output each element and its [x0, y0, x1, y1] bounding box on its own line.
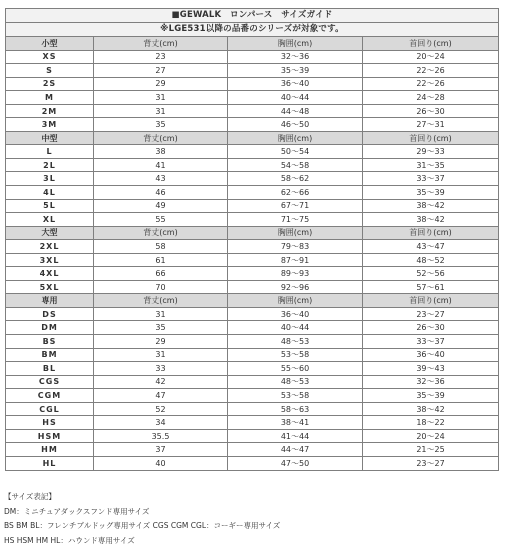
back-length-value: 33	[94, 362, 228, 376]
table-row	[6, 104, 499, 118]
table-row	[6, 240, 499, 254]
neck-value: 20～24	[363, 50, 499, 64]
table-row	[6, 267, 499, 281]
table-row	[6, 186, 499, 200]
section-header-row	[6, 131, 499, 145]
size-name: 3XL	[6, 253, 94, 267]
chest-value: 62～66	[228, 186, 363, 200]
table-subtitle-row	[6, 23, 499, 37]
back-length-value: 43	[94, 172, 228, 186]
size-name: 2S	[6, 77, 94, 91]
neck-value: 27～31	[363, 118, 499, 132]
chest-value: 32～36	[228, 50, 363, 64]
back-length-value: 40	[94, 456, 228, 470]
back-length-value: 58	[94, 240, 228, 254]
section-category: 大型	[6, 226, 94, 240]
neck-value: 20～24	[363, 429, 499, 443]
chest-value: 36～40	[228, 307, 363, 321]
neck-value: 32～36	[363, 375, 499, 389]
size-name: XL	[6, 213, 94, 227]
neck-value: 36～40	[363, 348, 499, 362]
note-line: DM：ミニチュアダックスフンド専用サイズ	[4, 506, 150, 516]
table-row	[6, 172, 499, 186]
back-length-value: 52	[94, 402, 228, 416]
note-line: BS BM BL：フレンチブルドッグ専用サイズ CGS CGM CGL：コーギー専用サイズ	[4, 521, 281, 530]
header-back-length: 背丈(cm)	[94, 226, 228, 240]
back-length-value: 41	[94, 158, 228, 172]
header-chest: 胸囲(cm)	[228, 131, 363, 145]
size-name: HM	[6, 443, 94, 457]
table-title: ■GEWALK ロンパース サイズガイド	[6, 9, 499, 23]
neck-value: 26～30	[363, 321, 499, 335]
size-name: HL	[6, 456, 94, 470]
back-length-value: 47	[94, 389, 228, 403]
neck-value: 38～42	[363, 402, 499, 416]
chest-value: 44～47	[228, 443, 363, 457]
table-row	[6, 118, 499, 132]
section-header-row	[6, 294, 499, 308]
size-name: BS	[6, 335, 94, 349]
table-row	[6, 335, 499, 349]
size-notes	[4, 490, 280, 548]
neck-value: 35～39	[363, 186, 499, 200]
size-name: DM	[6, 321, 94, 335]
size-name: L	[6, 145, 94, 159]
chest-value: 38～41	[228, 416, 363, 430]
table-row	[6, 362, 499, 376]
table-row	[6, 213, 499, 227]
size-name: CGL	[6, 402, 94, 416]
back-length-value: 55	[94, 213, 228, 227]
chest-value: 50～54	[228, 145, 363, 159]
neck-value: 35～39	[363, 389, 499, 403]
size-name: S	[6, 64, 94, 78]
chest-value: 54～58	[228, 158, 363, 172]
header-neck: 首回り(cm)	[363, 37, 499, 51]
back-length-value: 49	[94, 199, 228, 213]
chest-value: 71～75	[228, 213, 363, 227]
chest-value: 92～96	[228, 280, 363, 294]
back-length-value: 31	[94, 104, 228, 118]
note-line: HS HSM HM HL：ハウンド専用サイズ	[4, 535, 135, 545]
back-length-value: 42	[94, 375, 228, 389]
size-name: M	[6, 91, 94, 105]
size-name: BM	[6, 348, 94, 362]
back-length-value: 29	[94, 335, 228, 349]
size-guide	[5, 8, 498, 471]
back-length-value: 31	[94, 307, 228, 321]
header-back-length: 背丈(cm)	[94, 131, 228, 145]
section-header-row	[6, 226, 499, 240]
section-category: 中型	[6, 131, 94, 145]
chest-value: 44～48	[228, 104, 363, 118]
back-length-value: 46	[94, 186, 228, 200]
header-back-length: 背丈(cm)	[94, 294, 228, 308]
size-name: CGS	[6, 375, 94, 389]
size-name: 2M	[6, 104, 94, 118]
table-row	[6, 443, 499, 457]
chest-value: 58～62	[228, 172, 363, 186]
size-name: 5XL	[6, 280, 94, 294]
back-length-value: 29	[94, 77, 228, 91]
size-table	[5, 8, 499, 471]
neck-value: 21～25	[363, 443, 499, 457]
header-chest: 胸囲(cm)	[228, 294, 363, 308]
chest-value: 87～91	[228, 253, 363, 267]
back-length-value: 37	[94, 443, 228, 457]
chest-value: 79～83	[228, 240, 363, 254]
neck-value: 38～42	[363, 199, 499, 213]
table-row	[6, 321, 499, 335]
back-length-value: 35.5	[94, 429, 228, 443]
table-title-row	[6, 9, 499, 23]
neck-value: 22～26	[363, 64, 499, 78]
section-category: 小型	[6, 37, 94, 51]
chest-value: 46～50	[228, 118, 363, 132]
back-length-value: 35	[94, 118, 228, 132]
back-length-value: 66	[94, 267, 228, 281]
table-row	[6, 348, 499, 362]
back-length-value: 31	[94, 91, 228, 105]
size-name: CGM	[6, 389, 94, 403]
header-chest: 胸囲(cm)	[228, 37, 363, 51]
neck-value: 33～37	[363, 335, 499, 349]
neck-value: 26～30	[363, 104, 499, 118]
neck-value: 31～35	[363, 158, 499, 172]
neck-value: 48～52	[363, 253, 499, 267]
table-row	[6, 416, 499, 430]
table-row	[6, 145, 499, 159]
neck-value: 57～61	[363, 280, 499, 294]
back-length-value: 27	[94, 64, 228, 78]
neck-value: 39～43	[363, 362, 499, 376]
section-header-row	[6, 37, 499, 51]
neck-value: 38～42	[363, 213, 499, 227]
size-name: 2XL	[6, 240, 94, 254]
back-length-value: 61	[94, 253, 228, 267]
back-length-value: 23	[94, 50, 228, 64]
table-row	[6, 91, 499, 105]
back-length-value: 35	[94, 321, 228, 335]
chest-value: 40～44	[228, 91, 363, 105]
size-name: DS	[6, 307, 94, 321]
size-name: 4XL	[6, 267, 94, 281]
table-row	[6, 280, 499, 294]
note-heading: 【サイズ表記】	[4, 492, 56, 501]
table-row	[6, 429, 499, 443]
header-neck: 首回り(cm)	[363, 226, 499, 240]
chest-value: 48～53	[228, 335, 363, 349]
neck-value: 29～33	[363, 145, 499, 159]
back-length-value: 34	[94, 416, 228, 430]
size-name: 2L	[6, 158, 94, 172]
chest-value: 36～40	[228, 77, 363, 91]
size-name: 3M	[6, 118, 94, 132]
back-length-value: 38	[94, 145, 228, 159]
header-back-length: 背丈(cm)	[94, 37, 228, 51]
neck-value: 43～47	[363, 240, 499, 254]
neck-value: 52～56	[363, 267, 499, 281]
chest-value: 41～44	[228, 429, 363, 443]
chest-value: 55～60	[228, 362, 363, 376]
chest-value: 89～93	[228, 267, 363, 281]
table-row	[6, 307, 499, 321]
header-neck: 首回り(cm)	[363, 294, 499, 308]
neck-value: 23～27	[363, 456, 499, 470]
neck-value: 22～26	[363, 77, 499, 91]
chest-value: 53～58	[228, 348, 363, 362]
section-category: 専用	[6, 294, 94, 308]
back-length-value: 31	[94, 348, 228, 362]
size-name: BL	[6, 362, 94, 376]
table-row	[6, 253, 499, 267]
table-row	[6, 64, 499, 78]
chest-value: 58～63	[228, 402, 363, 416]
size-name: 3L	[6, 172, 94, 186]
neck-value: 24～28	[363, 91, 499, 105]
table-row	[6, 50, 499, 64]
size-name: 4L	[6, 186, 94, 200]
chest-value: 35～39	[228, 64, 363, 78]
chest-value: 53～58	[228, 389, 363, 403]
size-name: XS	[6, 50, 94, 64]
chest-value: 48～53	[228, 375, 363, 389]
table-row	[6, 402, 499, 416]
table-row	[6, 389, 499, 403]
neck-value: 18～22	[363, 416, 499, 430]
neck-value: 23～27	[363, 307, 499, 321]
chest-value: 40～44	[228, 321, 363, 335]
back-length-value: 70	[94, 280, 228, 294]
size-name: 5L	[6, 199, 94, 213]
neck-value: 33～37	[363, 172, 499, 186]
table-row	[6, 456, 499, 470]
table-row	[6, 158, 499, 172]
chest-value: 67～71	[228, 199, 363, 213]
table-row	[6, 375, 499, 389]
size-name: HSM	[6, 429, 94, 443]
table-row	[6, 199, 499, 213]
header-neck: 首回り(cm)	[363, 131, 499, 145]
header-chest: 胸囲(cm)	[228, 226, 363, 240]
table-subtitle: ※LGE531以降の品番のシリーズが対象です。	[6, 23, 499, 37]
chest-value: 47～50	[228, 456, 363, 470]
table-row	[6, 77, 499, 91]
size-name: HS	[6, 416, 94, 430]
